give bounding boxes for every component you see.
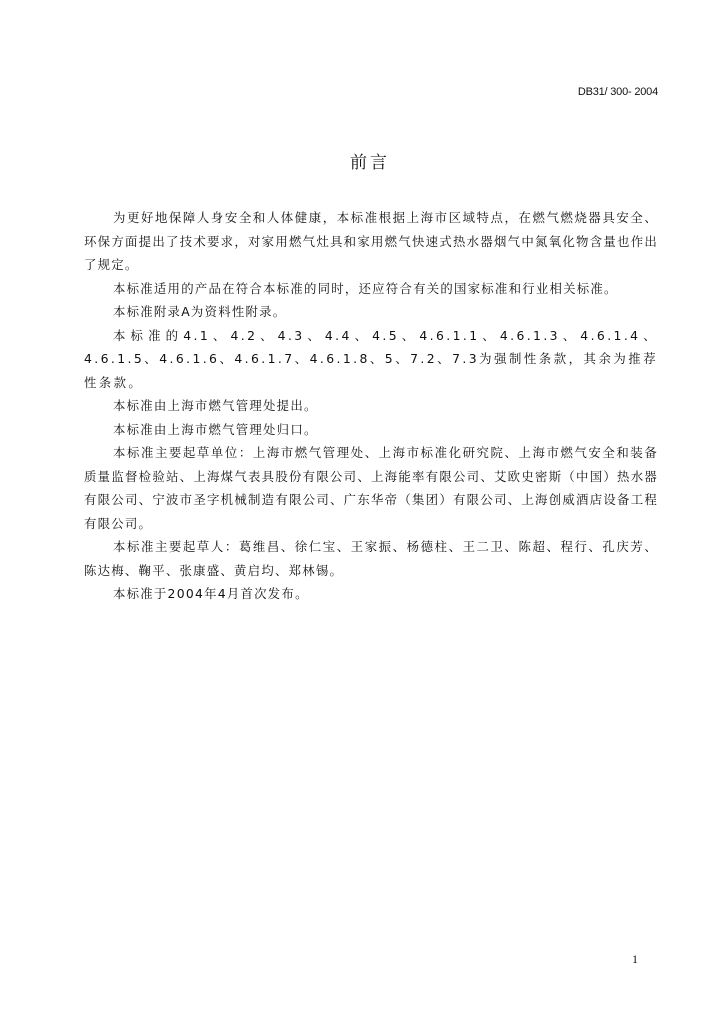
- paragraph-applicability: 本标准适用的产品在符合本标准的同时，还应符合有关的国家标准和行业相关标准。: [113, 280, 618, 296]
- paragraph-drafting-units: 本标准主要起草单位：上海市燃气管理处、上海市标准化研究院、上海市燃气安全和装备质量监督检验站、上海煤气表具股份有限公司、上海能率有限公司、艾欧史密斯（中国）热水器有限公司、宁波市圣字机械制造有限公司、广东华帝（集团）有限公司、上海创威酒店设备工程有限公司。: [84, 445, 658, 531]
- document-code: DB31/ 300- 2004: [577, 86, 658, 98]
- paragraph-purpose: 为更好地保障人身安全和人体健康，本标准根据上海市区域特点，在燃气燃烧器具安全、环保方面提出了技术要求，对家用燃气灶具和家用燃气快速式热水器烟气中氮氧化物含量也作出了规定。: [84, 210, 658, 272]
- paragraph-mandatory-clauses: 本标准的4.1、4.2、4.3、4.4、4.5、4.6.1.1、4.6.1.3、4.6.1.4、4.6.1.5、4.6.1.6、4.6.1.7、4.6.1.8、5、7.2、7.3为强制性条款，其余为推荐性条款。: [84, 327, 658, 390]
- paragraph-release: 本标准于2004年4月首次发布。: [113, 586, 309, 601]
- page-number: 1: [632, 952, 638, 966]
- page-title: 前言: [350, 153, 390, 173]
- paragraph-proposer: 本标准由上海市燃气管理处提出。: [113, 398, 318, 413]
- paragraph-drafters: 本标准主要起草人：葛维昌、徐仁宝、王家振、杨德柱、王二卫、陈超、程行、孔庆芳、陈达梅、鞠平、张康盛、黄启均、郑林锡。: [84, 539, 658, 578]
- paragraph-appendix: 本标准附录A为资料性附录。: [113, 304, 287, 319]
- paragraph-centralized-management: 本标准由上海市燃气管理处归口。: [113, 421, 318, 437]
- foreword-body: [84, 206, 658, 606]
